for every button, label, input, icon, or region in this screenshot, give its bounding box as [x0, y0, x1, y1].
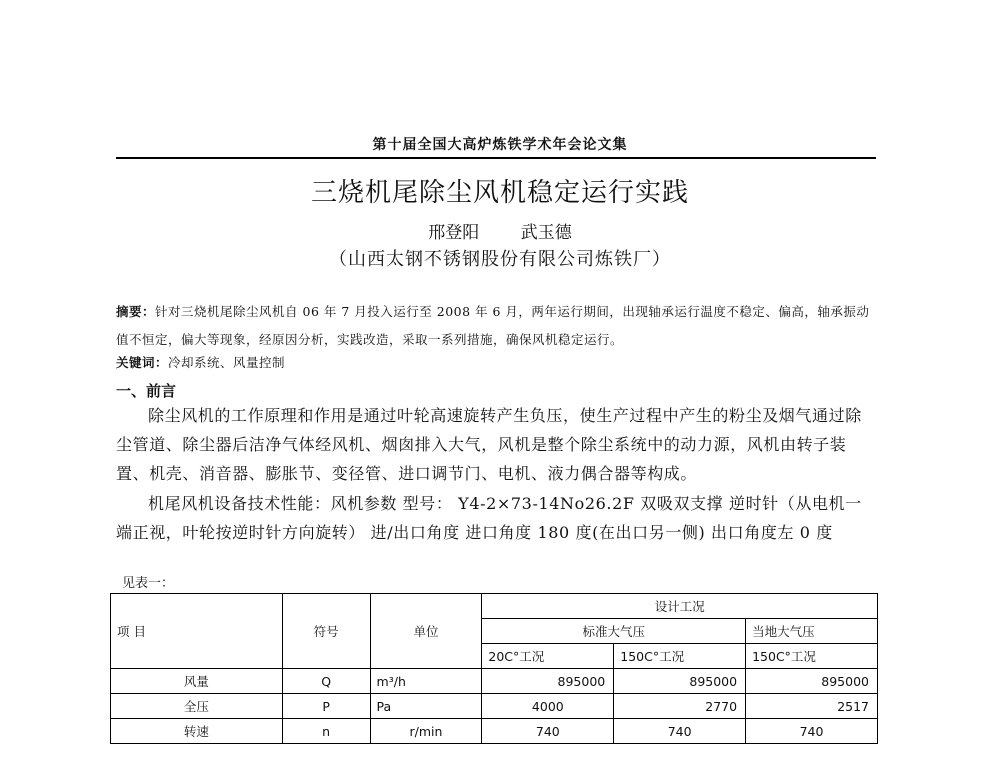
header-cond-1: 20C°工况	[482, 644, 614, 669]
row-name: 风量	[111, 669, 283, 694]
row-value-3: 740	[746, 719, 878, 744]
row-value-2: 895000	[614, 669, 746, 694]
paragraph-2: 机尾风机设备技术性能：风机参数 型号： Y4-2×73-14No26.2F 双吸双支撑 逆时针（从电机一端正视，叶轮按逆时针方向旋转） 进/出口角度 进口角度 180 度(在出口另一侧) 出口角度左 0 度	[116, 494, 862, 542]
row-value-3: 895000	[746, 669, 878, 694]
affiliation: （山西太钢不锈钢股份有限公司炼铁厂）	[329, 249, 671, 270]
header-local-pressure: 当地大气压	[746, 619, 878, 644]
header-rule	[116, 157, 876, 159]
authors	[0, 218, 1000, 243]
header-std-pressure: 标准大气压	[482, 619, 746, 644]
abstract-text: 针对三烧机尾除尘风机自 06 年 7 月投入运行至 2008 年 6 月，两年运行期间，出现轴承运行温度不稳定、偏高，轴承振动值不恒定，偏大等现象，经原因分析，实践改造，采取一系列措施，确保风机稳定运行。	[116, 304, 870, 347]
row-symbol: P	[282, 694, 370, 719]
keywords	[116, 353, 876, 371]
row-value-3: 2517	[746, 694, 878, 719]
table-row	[111, 694, 878, 719]
header-unit: 单位	[370, 594, 482, 669]
row-value-1: 740	[482, 719, 614, 744]
row-name: 全压	[111, 694, 283, 719]
row-value-2: 2770	[614, 694, 746, 719]
row-symbol: Q	[282, 669, 370, 694]
row-value-1: 895000	[482, 669, 614, 694]
header-design: 设计工况	[482, 594, 878, 619]
section-title: 一、前言	[116, 382, 177, 400]
table-note: 见表一：	[122, 576, 175, 591]
header-cond-3: 150C°工况	[746, 644, 878, 669]
row-symbol: n	[282, 719, 370, 744]
row-value-2: 740	[614, 719, 746, 744]
author-1: 邢登阳	[428, 223, 480, 243]
table-header-row-1	[111, 594, 878, 619]
row-unit: m³/h	[370, 669, 482, 694]
author-2: 武玉德	[520, 223, 572, 243]
row-unit: Pa	[370, 694, 482, 719]
table-row	[111, 669, 878, 694]
header-cond-2: 150C°工况	[614, 644, 746, 669]
paper-title: 三烧机尾除尘风机稳定运行实践	[310, 178, 689, 208]
proceedings-header: 第十届全国大高炉炼铁学术年会论文集	[372, 137, 628, 153]
paragraph-1: 除尘风机的工作原理和作用是通过叶轮高速旋转产生负压，使生产过程中产生的粉尘及烟气通过除尘管道、除尘器后洁净气体经风机、烟囱排入大气，风机是整个除尘系统中的动力源，风机由转子装置、机壳、消音器、膨胀节、变径管、进口调节门、电机、液力偶合器等构成。	[116, 406, 862, 483]
row-value-1: 4000	[482, 694, 614, 719]
header-item: 项 目	[111, 594, 283, 669]
fan-spec-table	[110, 593, 878, 744]
row-unit: r/min	[370, 719, 482, 744]
abstract	[116, 298, 876, 354]
table-row	[111, 719, 878, 744]
keywords-text: 冷却系统、风量控制	[168, 355, 286, 370]
keywords-label: 关键词：	[116, 355, 169, 370]
abstract-label: 摘要：	[116, 304, 156, 319]
header-symbol: 符号	[282, 594, 370, 669]
row-name: 转速	[111, 719, 283, 744]
